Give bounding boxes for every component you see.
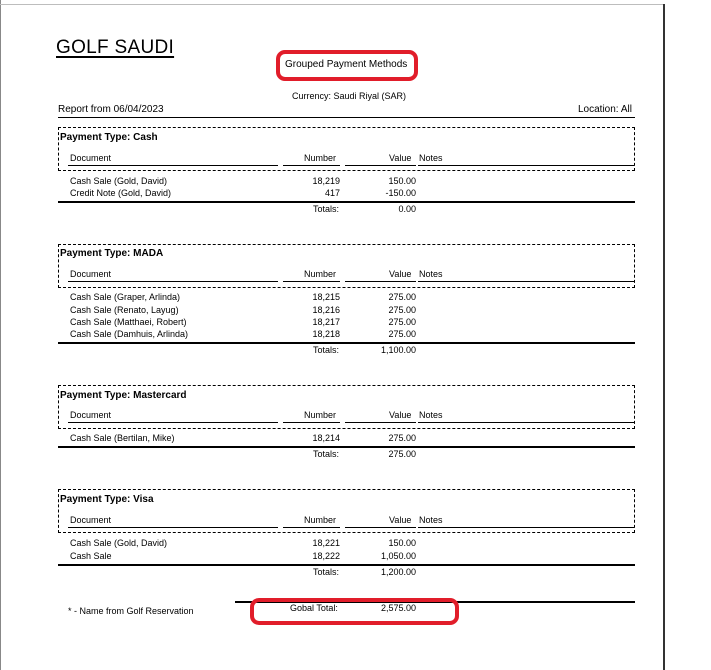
page-border xyxy=(663,4,665,670)
column-header-notes: Notes xyxy=(419,153,443,163)
row-value: 275.00 xyxy=(388,305,416,315)
row-value: 150.00 xyxy=(388,176,416,186)
payment-type-title: Payment Type: MADA xyxy=(60,248,164,259)
column-header-number: Number xyxy=(304,153,337,163)
column-underline xyxy=(345,527,416,528)
row-value: -150.00 xyxy=(385,188,416,198)
column-underline xyxy=(68,527,278,528)
row-document: Cash Sale (Gold, David) xyxy=(70,176,168,186)
column-header-notes: Notes xyxy=(419,515,443,525)
column-header-notes: Notes xyxy=(419,269,443,279)
row-number: 18,222 xyxy=(312,551,340,561)
footnote: * - Name from Golf Reservation xyxy=(68,606,194,616)
global-total-value: 2,575.00 xyxy=(380,603,416,613)
row-value: 275.00 xyxy=(388,329,416,339)
row-value: 275.00 xyxy=(388,433,416,443)
totals-divider xyxy=(58,342,635,344)
column-underline xyxy=(418,165,634,166)
group-total: 1,200.00 xyxy=(380,567,416,577)
column-header-value: Value xyxy=(389,153,412,163)
totals-label: Totals: xyxy=(313,449,340,459)
column-underline xyxy=(68,281,278,282)
group-total: 275.00 xyxy=(388,449,416,459)
row-number: 18,217 xyxy=(312,317,340,327)
column-underline xyxy=(68,165,278,166)
totals-divider xyxy=(58,446,635,448)
global-total-label: Gobal Total: xyxy=(290,603,338,613)
column-header-number: Number xyxy=(304,515,337,525)
column-underline xyxy=(68,422,278,423)
row-document: Cash Sale xyxy=(70,551,112,561)
row-document: Cash Sale (Gold, David) xyxy=(70,538,168,548)
global-total-highlight xyxy=(250,598,459,625)
column-underline xyxy=(345,281,416,282)
row-number: 417 xyxy=(324,188,340,198)
column-header-notes: Notes xyxy=(419,410,443,420)
row-document: Cash Sale (Bertilan, Mike) xyxy=(70,433,175,443)
column-underline xyxy=(418,527,634,528)
column-underline xyxy=(345,422,416,423)
row-number: 18,214 xyxy=(312,433,340,443)
location-label: Location: All xyxy=(578,104,632,115)
payment-type-title: Payment Type: Cash xyxy=(60,132,158,143)
currency-label: Currency: Saudi Riyal (SAR) xyxy=(292,91,407,101)
column-underline xyxy=(283,165,340,166)
column-underline xyxy=(283,527,340,528)
row-number: 18,215 xyxy=(312,292,340,302)
column-header-number: Number xyxy=(304,269,337,279)
row-document: Cash Sale (Graper, Arlinda) xyxy=(70,292,181,302)
group-total: 0.00 xyxy=(398,204,416,214)
column-underline xyxy=(283,281,340,282)
totals-divider xyxy=(58,564,635,566)
column-underline xyxy=(283,422,340,423)
row-number: 18,221 xyxy=(312,538,340,548)
row-document: Cash Sale (Renato, Layug) xyxy=(70,305,179,315)
column-header-value: Value xyxy=(389,515,412,525)
column-underline xyxy=(345,165,416,166)
row-number: 18,219 xyxy=(312,176,340,186)
column-header-document: Document xyxy=(70,153,112,163)
column-header-value: Value xyxy=(389,410,412,420)
brand-title: GOLF SAUDI xyxy=(56,37,175,58)
row-number: 18,216 xyxy=(312,305,340,315)
column-header-value: Value xyxy=(389,269,412,279)
row-document: Credit Note (Gold, David) xyxy=(70,188,172,198)
row-document: Cash Sale (Damhuis, Arlinda) xyxy=(70,329,189,339)
report-title: Grouped Payment Methods xyxy=(285,59,408,70)
row-document: Cash Sale (Matthaei, Robert) xyxy=(70,317,187,327)
column-header-document: Document xyxy=(70,269,112,279)
column-header-number: Number xyxy=(304,410,337,420)
row-value: 275.00 xyxy=(388,292,416,302)
column-header-document: Document xyxy=(70,515,112,525)
column-underline xyxy=(418,422,634,423)
payment-type-title: Payment Type: Visa xyxy=(60,494,154,505)
row-value: 275.00 xyxy=(388,317,416,327)
page-border xyxy=(0,4,664,5)
totals-label: Totals: xyxy=(313,345,340,355)
row-number: 18,218 xyxy=(312,329,340,339)
totals-divider xyxy=(58,201,635,203)
totals-label: Totals: xyxy=(313,567,340,577)
row-value: 1,050.00 xyxy=(380,551,416,561)
group-total: 1,100.00 xyxy=(380,345,416,355)
column-underline xyxy=(418,281,634,282)
page-border xyxy=(0,0,1,670)
row-value: 150.00 xyxy=(388,538,416,548)
report-date-range: Report from 06/04/2023 xyxy=(58,104,164,115)
payment-type-title: Payment Type: Mastercard xyxy=(60,390,187,401)
header-divider xyxy=(58,117,635,118)
column-header-document: Document xyxy=(70,410,112,420)
totals-label: Totals: xyxy=(313,204,340,214)
